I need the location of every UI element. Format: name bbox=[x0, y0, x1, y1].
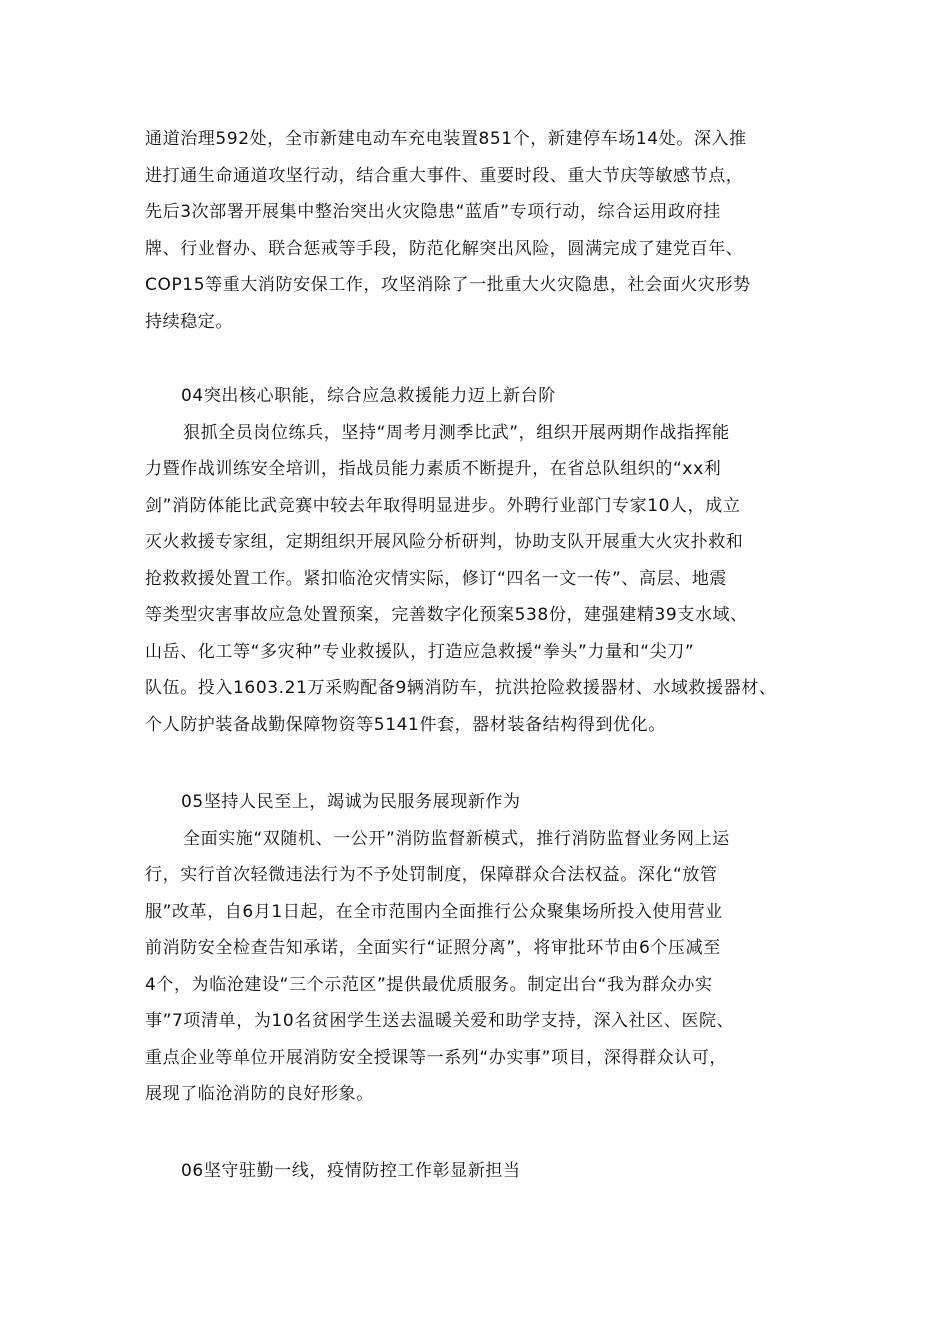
paragraph-line: 4个，为临沧建设“三个示范区”提供最优质服务。制定出台“我为群众办实 bbox=[145, 975, 713, 995]
paragraph-line: 山岳、化工等“多灾种”专业救援队，打造应急救援“拳头”力量和“尖刀” bbox=[145, 642, 695, 662]
paragraph-line: 展现了临沧消防的良好形象。 bbox=[145, 1084, 374, 1104]
paragraph-line: 行，实行首次轻微违法行为不予处罚制度，保障群众合法权益。深化“放管 bbox=[145, 865, 718, 885]
paragraph-line: 持续稳定。 bbox=[145, 312, 233, 332]
paragraph-line: 前消防安全检查告知承诺，全面实行“证照分离”，将审批环节由6个压减至 bbox=[145, 938, 721, 958]
paragraph-line: 抢救救援处置工作。紧扣临沧灾情实际，修订“四名一文一传”、高层、地震 bbox=[145, 569, 728, 589]
paragraph-line: 先后3次部署开展集中整治突出火灾隐患“蓝盾”专项行动，综合运用政府挂 bbox=[145, 202, 721, 222]
section-heading-05: 05坚持人民至上，竭诚为民服务展现新作为 bbox=[181, 792, 521, 812]
paragraph-line: 重点企业等单位开展消防安全授课等一系列“办实事”项目，深得群众认可， bbox=[145, 1048, 728, 1068]
paragraph-line: 个人防护装备战勤保障物资等5141件套，器材装备结构得到优化。 bbox=[145, 715, 666, 735]
paragraph-line: 队伍。投入1603.21万采购配备9辆消防车，抗洪抢险救援器材、水域救援器材、 bbox=[145, 678, 777, 698]
paragraph-line: 进打通生命通道攻坚行动，结合重大事件、重要时段、重大节庆等敏感节点， bbox=[145, 166, 744, 186]
paragraph-line: 通道治理592处，全市新建电动车充电装置851个，新建停车场14处。深入推 bbox=[145, 129, 747, 149]
paragraph-line: 狠抓全员岗位练兵，坚持“周考月测季比武”，组织开展两期作战指挥能 bbox=[183, 423, 730, 443]
paragraph-line: 灭火救援专家组，定期组织开展风险分析研判，协助支队开展重大火灾扑救和 bbox=[145, 532, 744, 552]
paragraph-line: 事”7项清单，为10名贫困学生送去温暖关爱和助学支持，深入社区、医院、 bbox=[145, 1011, 735, 1031]
paragraph-line: 服”改革，自6月1日起，在全市范围内全面推行公众聚集场所投入使用营业 bbox=[145, 902, 723, 922]
paragraph-line: COP15等重大消防安保工作，攻坚消除了一批重大火灾隐患，社会面火灾形势 bbox=[145, 275, 751, 295]
section-heading-04: 04突出核心职能，综合应急救援能力迈上新台阶 bbox=[181, 386, 556, 406]
paragraph-line: 力暨作战训练安全培训，指战员能力素质不断提升，在省总队组织的“xx利 bbox=[145, 459, 722, 479]
section-heading-06: 06坚守驻勤一线，疫情防控工作彰显新担当 bbox=[181, 1161, 521, 1181]
paragraph-line: 等类型灾害事故应急处置预案，完善数字化预案538份，建强建精39支水域、 bbox=[145, 605, 748, 625]
paragraph-line: 剑”消防体能比武竞赛中较去年取得明显进步。外聘行业部门专家10人，成立 bbox=[145, 496, 741, 516]
paragraph-line: 全面实施“双随机、一公开”消防监督新模式，推行消防监督业务网上运 bbox=[183, 829, 730, 849]
paragraph-line: 牌、行业督办、联合惩戒等手段，防范化解突出风险，圆满完成了建党百年、 bbox=[145, 239, 744, 259]
